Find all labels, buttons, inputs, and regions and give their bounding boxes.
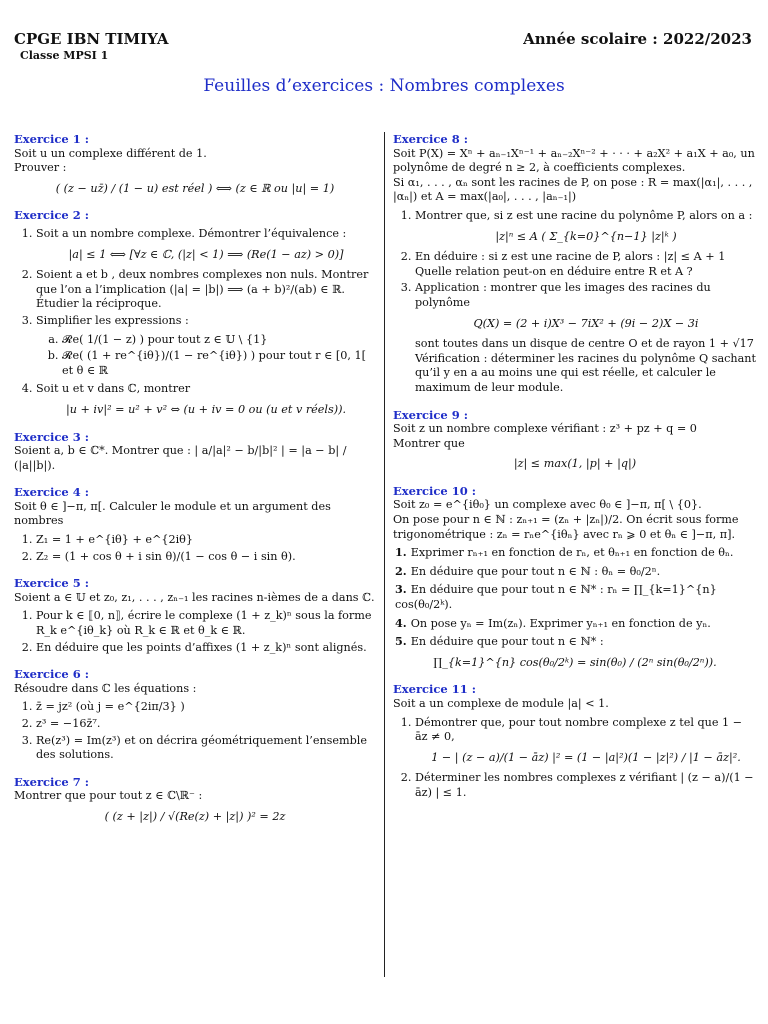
exercise-title: Exercice 11 : — [393, 682, 476, 697]
question: 1. Z₁ = 1 + e^{iθ} + e^{2iθ} — [36, 533, 376, 548]
exercise-2 — [14, 208, 376, 417]
question: 2. z³ = −16z̄⁷. — [36, 717, 376, 732]
question-text: Exprimer rₙ₊₁ en fonction de rₙ, et θₙ₊₁ en fonction de θₙ. — [410, 546, 734, 560]
exercise-1 — [14, 132, 376, 196]
question-text: Soit u et v dans ℂ, montrer — [36, 382, 191, 396]
question-text: Soient a et b , deux nombres complexes non nuls. Montrer que l’on a l’implication (|a| = |b|) ⟹ (a + b)²/(ab) ∈ ℝ. — [36, 268, 369, 296]
exercise-7 — [14, 775, 376, 825]
formula: |z|ⁿ ≤ A ( Σ_{k=0}^{n−1} |z|ᵏ ) — [495, 229, 677, 243]
question — [415, 716, 757, 766]
question-list — [14, 700, 376, 762]
exercise-title: Exercice 5 : — [14, 576, 89, 591]
question-list — [393, 716, 757, 801]
exercise-title: Exercice 1 : — [14, 132, 89, 146]
class-name: Classe MPSI 1 — [20, 49, 109, 62]
school-name: CPGE IBN TIMIYA — [14, 30, 169, 48]
formula: 1 − | (z − a)/(1 − āz) |² = (1 − |a|²)(1 − |z|²) / |1 − āz|². — [431, 750, 741, 764]
question: 1. Exprimer rₙ₊₁ en fonction de rₙ, et θₙ₊₁ en fonction de θₙ. — [395, 545, 734, 560]
school-year: Année scolaire : 2022/2023 — [523, 30, 752, 48]
page-title: Feuilles d’exercices : Nombres complexes — [203, 76, 565, 96]
exercise-title: Exercice 9 : — [393, 407, 468, 422]
statement: On pose pour n ∈ ℕ : zₙ₊₁ = (zₙ + |zₙ|)/2. On écrit sous forme trigonométrique : zₙ = rₙe^{iθₙ} avec rₙ ⩾ 0 et θₙ ∈ ]−π, π]. — [393, 513, 739, 541]
question: 4. On pose yₙ = Im(zₙ). Exprimer yₙ₊₁ en fonction de yₙ. — [395, 615, 711, 630]
statement: Montrer que — [393, 436, 465, 450]
question: 3. En déduire que pour tout n ∈ ℕ* : rₙ = ∏_{k=1}^{n} cos(θ₀/2ᵏ). — [395, 582, 717, 612]
question: 5. En déduire que pour tout n ∈ ℕ* : — [395, 634, 604, 649]
exercise-4 — [14, 485, 376, 564]
question — [36, 314, 376, 378]
question — [415, 250, 757, 279]
question: 2. Z₂ = (1 + cos θ + i sin θ)/(1 − cos θ − i sin θ). — [36, 550, 376, 565]
question-text: Étudier la réciproque. — [36, 297, 162, 311]
question-text: On pose yₙ = Im(zₙ). Exprimer yₙ₊₁ en fonction de yₙ. — [410, 616, 711, 630]
statement: Montrer que pour tout z ∈ ℂ\ℝ⁻ : — [14, 789, 203, 803]
statement: Soit a un complexe de module |a| < 1. — [393, 697, 609, 710]
exercise-9 — [393, 408, 757, 472]
exercise-3 — [14, 430, 376, 474]
statement: Résoudre dans ℂ les équations : — [14, 681, 197, 695]
formula: ∏_{k=1}^{n} cos(θ₀/2ᵏ) = sin(θ₀) / (2ⁿ sin(θ₀/2ⁿ)). — [433, 655, 717, 669]
formula: |z| ≤ max(1, |p| + |q|) — [513, 457, 637, 471]
statement: Soit z un nombre complexe vérifiant : z³ + pz + q = 0 — [393, 422, 697, 436]
exercise-title: Exercice 7 : — [14, 774, 89, 789]
statement: Soit θ ∈ ]−π, π[. Calculer le module et un argument des nombres — [14, 499, 331, 528]
formula: |u + iv|² = u² + v² ⇔ (u + iv = 0 ou (u et v réels)). — [65, 402, 347, 416]
sub-question: b. 𝓡e( (1 + re^{iθ})/(1 − re^{iθ}) ) pour tout r ∈ [0, 1[ et θ ∈ ℝ — [62, 349, 376, 378]
statement: Soient a, b ∈ ℂ*. Montrer que : | a/|a|² − b/|b|² | = |a − b| / (|a||b|). — [14, 444, 347, 472]
question-list — [393, 209, 757, 396]
exercise-title: Exercice 2 : — [14, 208, 89, 223]
formula: Q(X) = (2 + i)X³ − 7iX² + (9i − 2)X − 3i — [473, 316, 699, 330]
statement: Soit z₀ = e^{iθ₀} un complexe avec θ₀ ∈ ]−π, π[ \ {0}. — [393, 498, 702, 512]
question — [36, 227, 376, 262]
question-text: En déduire : si z est une racine de P, alors : |z| ≤ A + 1 — [415, 250, 726, 264]
question — [415, 209, 757, 244]
statement: Soient a ∈ 𝕌 et z₀, z₁, . . . , zₙ₋₁ les racines n-ièmes de a dans ℂ. — [14, 590, 375, 604]
sub-question-list — [36, 333, 376, 379]
question-text: Montrer que, si z est une racine du polynôme P, alors on a : — [415, 208, 753, 222]
question: 2. En déduire que les points d’affixes (1 + z_k)ⁿ sont alignés. — [36, 641, 376, 656]
question-text: Quelle relation peut-on en déduire entre R et A ? — [415, 264, 693, 278]
question — [36, 382, 376, 417]
question-text: Soit a un nombre complexe. Démontrer l’équivalence : — [36, 226, 347, 240]
exercise-10 — [393, 484, 757, 671]
question-list — [14, 227, 376, 418]
question-text: Application : montrer que les images des racines du polynôme — [415, 281, 711, 309]
statement: Soit u un complexe différent de 1. — [14, 146, 207, 160]
question: 2. Déterminer les nombres complexes z vérifiant | (z − a)/(1 − āz) | ≤ 1. — [415, 771, 757, 800]
question-text: En déduire que pour tout n ∈ ℕ : θₙ = θ₀/2ⁿ. — [410, 564, 661, 578]
statement: Prouver : — [14, 161, 67, 175]
exercise-title: Exercice 4 : — [14, 485, 89, 500]
left-column — [14, 132, 376, 837]
exercise-11 — [393, 682, 757, 800]
question-text: Vérification : déterminer les racines du polynôme Q sachant qu’il y en a au moins une qui est réelle, et calculer le maximum de leur module. — [415, 351, 756, 394]
exercise-title: Exercice 6 : — [14, 667, 89, 682]
question-list — [14, 609, 376, 655]
formula: ( (z − uz̄) / (1 − u) est réel ) ⟺ (z ∈ ℝ ou |u| = 1) — [55, 181, 335, 195]
sub-question: a. 𝓡e( 1/(1 − z) ) pour tout z ∈ 𝕌 \ {1} — [62, 333, 376, 348]
exercise-title: Exercice 10 : — [393, 483, 476, 498]
question-text: sont toutes dans un disque de centre O et de rayon 1 + √17 — [415, 337, 754, 351]
question-list — [14, 533, 376, 564]
statement: Soit P(X) = Xⁿ + aₙ₋₁Xⁿ⁻¹ + aₙ₋₂Xⁿ⁻² + · · · + a₂X² + a₁X + a₀, un polynôme de degré n ≥ 2, à coefficients complexes. — [393, 146, 755, 175]
formula: |a| ≤ 1 ⟺ [∀z ∈ ℂ, (|z| < 1) ⟹ (Re(1 − az) > 0)] — [68, 247, 344, 261]
question-text: Simplifier les expressions : — [36, 313, 189, 327]
question — [415, 281, 757, 395]
exercise-5 — [14, 576, 376, 655]
question: 1. z̄ = jz² (où j = e^{2iπ/3} ) — [36, 700, 376, 715]
exercise-title: Exercice 8 : — [393, 132, 468, 146]
formula: ( (z + |z|) / √(Re(z) + |z|) )² = 2z — [104, 809, 286, 823]
question-text: En déduire que pour tout n ∈ ℕ* : rₙ = ∏_{k=1}^{n} cos(θ₀/2ᵏ). — [395, 583, 717, 612]
question: 3. Re(z³) = Im(z³) et on décrira géométriquement l’ensemble des solutions. — [36, 734, 376, 763]
exercise-title: Exercice 3 : — [14, 429, 89, 444]
statement: Si α₁, . . . , αₙ sont les racines de P, on pose : R = max(|α₁|, . . . , |αₙ|) et A = max(|a₀|, . . . , |aₙ₋₁|) — [393, 175, 753, 204]
question-text: Démontrer que, pour tout nombre complexe z tel que 1 − āz ≠ 0, — [415, 715, 743, 744]
question: 1. Pour k ∈ ⟦0, n⟧, écrire le complexe (1 + z_k)ⁿ sous la forme R_k e^{iθ_k} où R_k ∈ ℝ et θ_k ∈ ℝ. — [36, 609, 376, 638]
right-column — [393, 132, 757, 813]
exercise-6 — [14, 667, 376, 763]
question — [36, 268, 376, 312]
question-text: En déduire que pour tout n ∈ ℕ* : — [410, 635, 604, 649]
exercise-8 — [393, 132, 757, 396]
column-divider — [384, 132, 385, 977]
question: 2. En déduire que pour tout n ∈ ℕ : θₙ = θ₀/2ⁿ. — [395, 563, 661, 578]
